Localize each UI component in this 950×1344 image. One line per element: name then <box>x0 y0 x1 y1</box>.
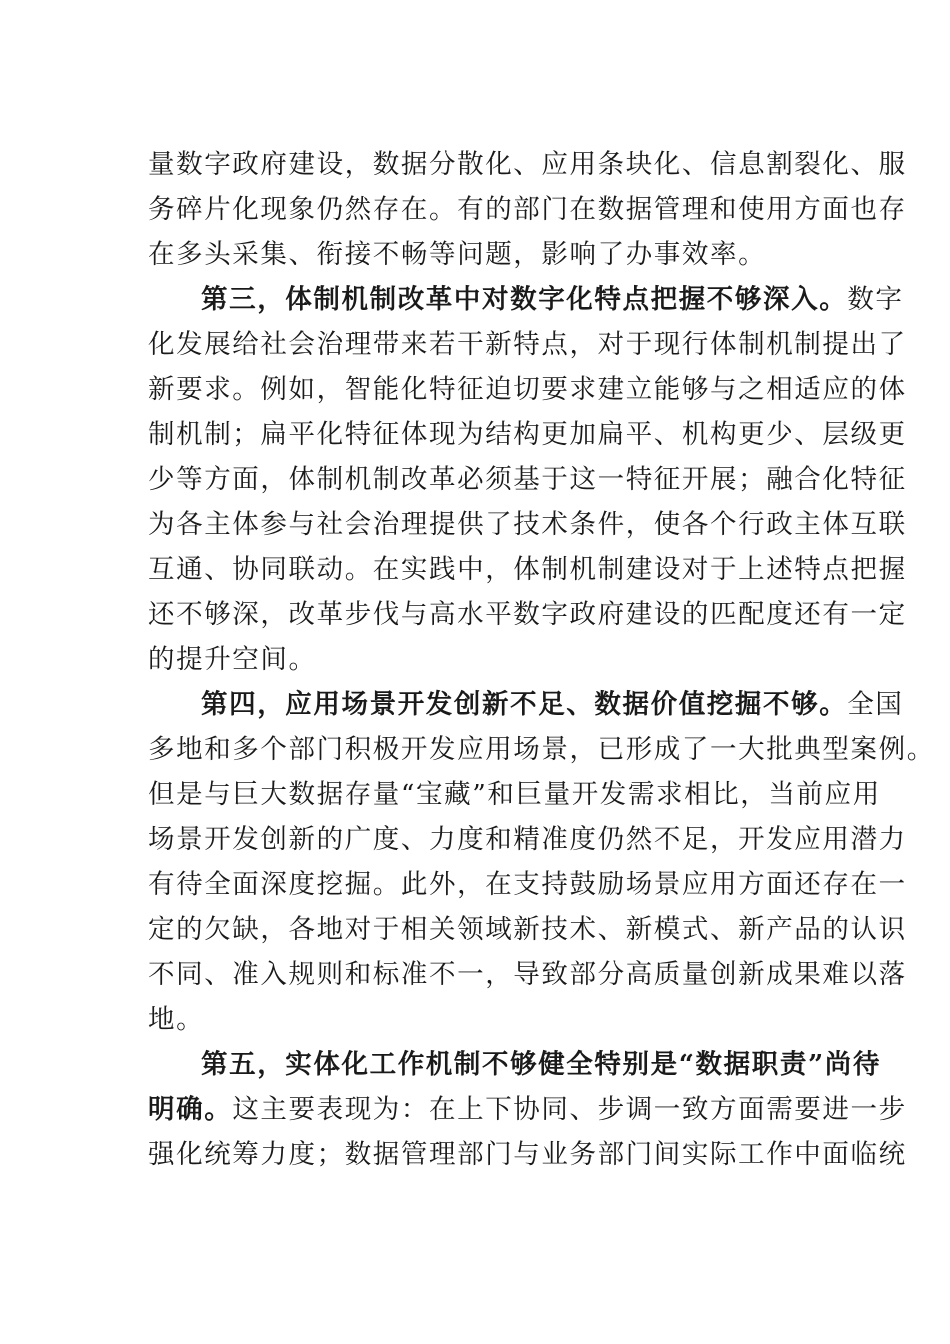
paragraph-heading-line: 明确。这主要表现为：在上下协同、步调一致方面需要进一步 <box>148 1094 907 1125</box>
text-line: 地。 <box>148 1004 205 1035</box>
text-line: 新要求。例如，智能化特征迫切要求建立能够与之相适应的体 <box>148 374 907 405</box>
text-line: 有待全面深度挖掘。此外，在支持鼓励场景应用方面还存在一 <box>148 869 907 900</box>
text-line: 不同、准入规则和标准不一，导致部分高质量创新成果难以落 <box>148 959 907 990</box>
text-line: 但是与巨大数据存量“宝藏”和巨量开发需求相比，当前应用 <box>148 779 881 810</box>
text-line: 化发展给社会治理带来若干新特点，对于现行体制机制提出了 <box>148 329 907 360</box>
document-body <box>148 142 935 1177</box>
paragraph-heading: 明确。 <box>148 1094 233 1125</box>
text-line: 制机制；扁平化特征体现为结构更加扁平、机构更少、层级更 <box>148 419 907 450</box>
paragraph-heading: 第五，实体化工作机制不够健全特别是“数据职责”尚待 <box>201 1049 881 1080</box>
paragraph-heading: 第三，体制机制改革中对数字化特点把握不够深入。 <box>201 284 848 315</box>
text-line: 量数字政府建设，数据分散化、应用条块化、信息割裂化、服 <box>148 149 907 180</box>
text-line: 强化统筹力度；数据管理部门与业务部门间实际工作中面临统 <box>148 1139 907 1170</box>
text-line: 少等方面，体制机制改革必须基于这一特征开展；融合化特征 <box>148 464 907 495</box>
text-line: 务碎片化现象仍然存在。有的部门在数据管理和使用方面也存 <box>148 194 907 225</box>
paragraph-heading-line: 第四，应用场景开发创新不足、数据价值挖掘不够。全国 <box>201 689 904 720</box>
text-line: 的提升空间。 <box>148 644 317 675</box>
paragraph-heading-line <box>148 1042 881 1087</box>
text-line: 定的欠缺，各地对于相关领域新技术、新模式、新产品的认识 <box>148 914 907 945</box>
text-line: 互通、协同联动。在实践中，体制机制建设对于上述特点把握 <box>148 554 907 585</box>
text-line: 场景开发创新的广度、力度和精准度仍然不足，开发应用潜力 <box>148 824 907 855</box>
paragraph-heading-line: 第三，体制机制改革中对数字化特点把握不够深入。数字 <box>201 284 904 315</box>
text-line: 多地和多个部门积极开发应用场景，已形成了一大批典型案例。 <box>148 734 935 765</box>
text-line: 为各主体参与社会治理提供了技术条件，使各个行政主体互联 <box>148 509 907 540</box>
paragraph-heading: 第四，应用场景开发创新不足、数据价值挖掘不够。 <box>201 689 848 720</box>
text-line: 还不够深，改革步伐与高水平数字政府建设的匹配度还有一定 <box>148 599 907 630</box>
text-line: 在多头采集、衔接不畅等问题，影响了办事效率。 <box>148 239 767 270</box>
